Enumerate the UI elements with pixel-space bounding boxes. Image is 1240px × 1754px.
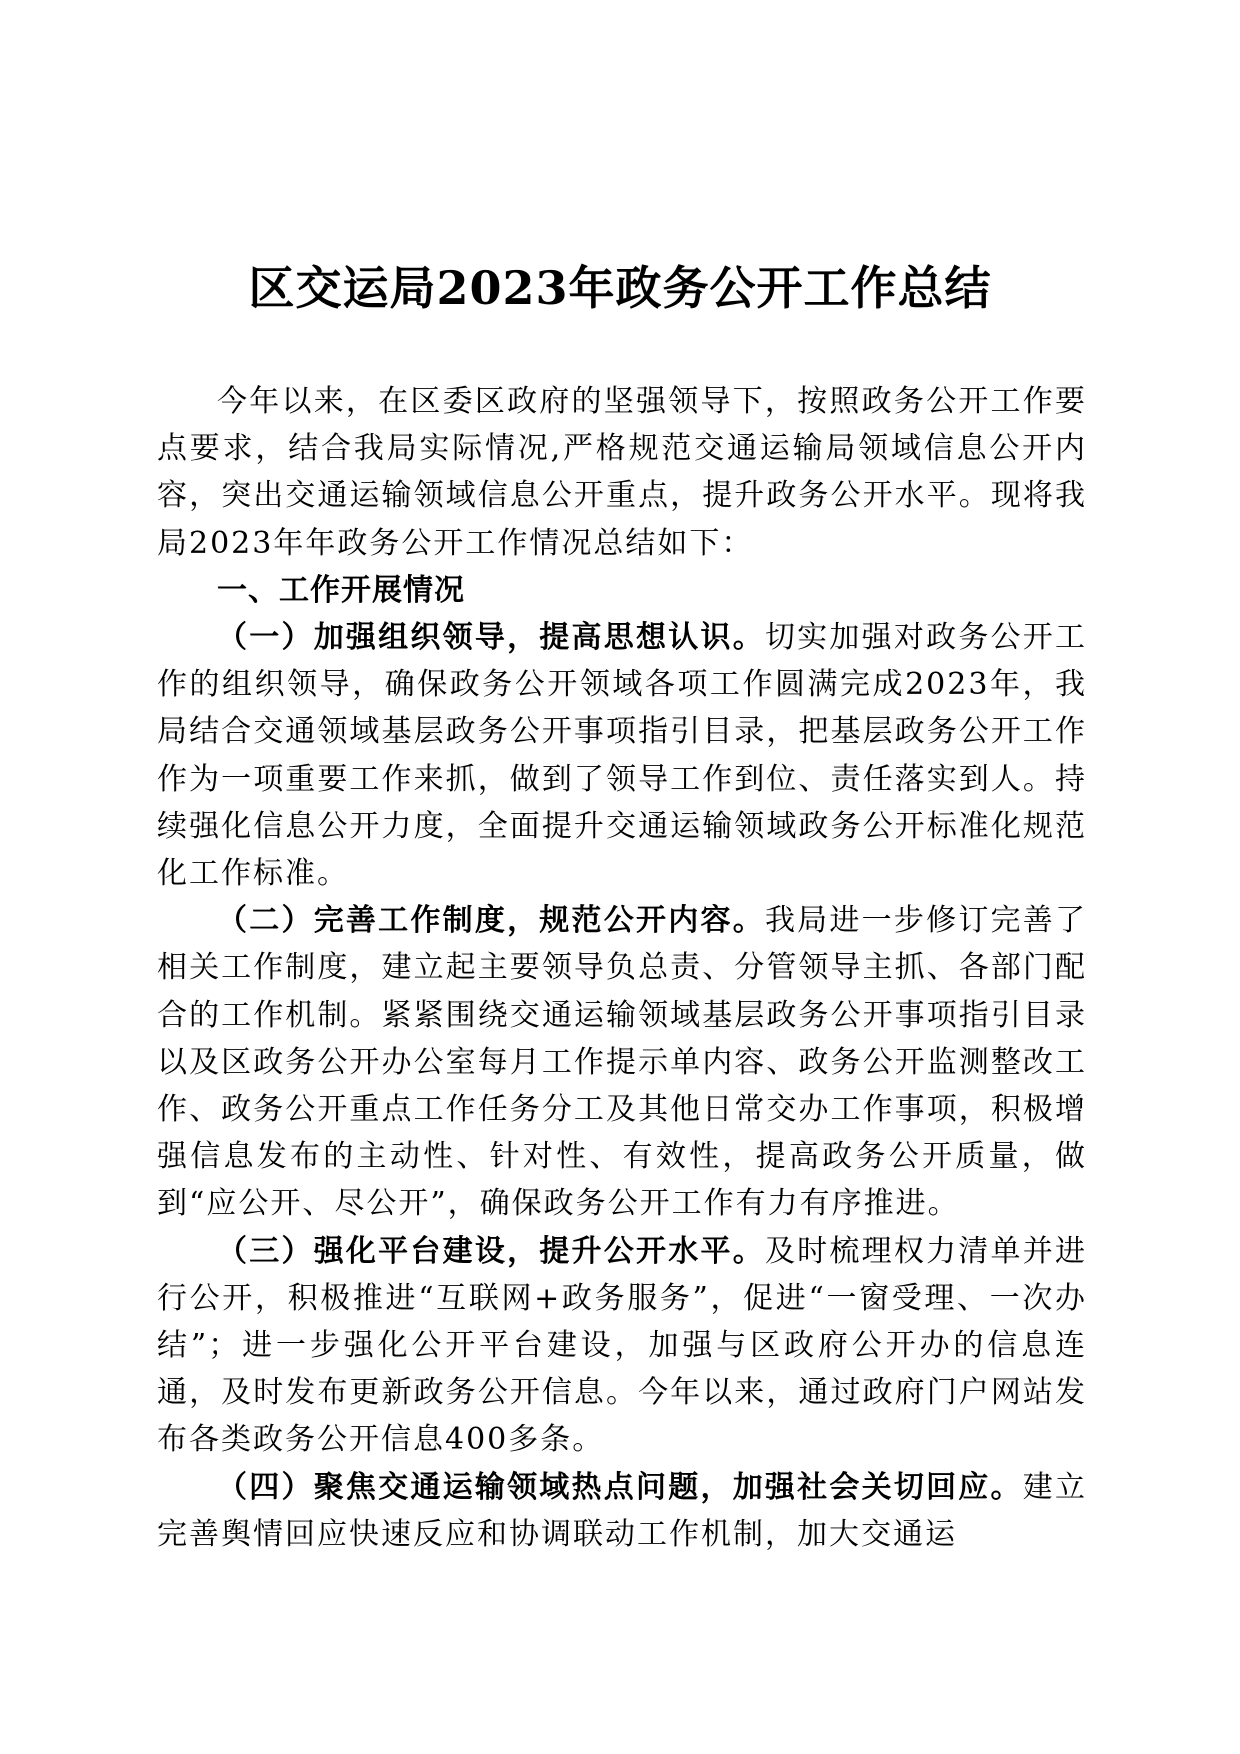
- item-paragraph-2: [157, 897, 1087, 1227]
- intro-paragraph: 今年以来，在区委区政府的坚强领导下，按照政务公开工作要点要求，结合我局实际情况,严格规范交通运输局领域信息公开内容，突出交通运输领域信息公开重点，提升政务公开水平。现将我局2023年年政务公开工作情况总结如下：: [157, 384, 1087, 561]
- item-paragraph-1: [157, 614, 1087, 897]
- item-heading-4: （四）聚焦交通运输领域热点问题，加强社会关切回应。: [217, 1469, 1023, 1505]
- item-text-1: 切实加强对政务公开工作的组织领导，确保政务公开领域各项工作圆满完成2023年，我局结合交通领域基层政务公开事项指引目录，把基层政务公开工作作为一项重要工作来抓，做到了领导工作到位、责任落实到人。持续强化信息公开力度，全面提升交通运输领域政务公开标准化规范化工作标准。: [157, 620, 1088, 892]
- section-heading: 一、工作开展情况: [217, 572, 465, 608]
- item-paragraph-3: [157, 1228, 1087, 1464]
- document-title: 区交运局2023年政务公开工作总结: [248, 261, 992, 315]
- document-body: [157, 378, 1087, 1558]
- item-text-4: 建立完善舆情回应快速反应和协调联动工作机制，加大交通运: [157, 1469, 1088, 1552]
- item-heading-1: （一）加强组织领导，提高思想认识。: [217, 620, 765, 656]
- item-text-3: 及时梳理权力清单并进行公开，积极推进“互联网+政务服务”，促进“一窗受理、一次办结”；进一步强化公开平台建设，加强与区政府公开办的信息连通，及时发布更新政务公开信息。今年以来，通过政府门户网站发布各类政务公开信息400多条。: [157, 1233, 1088, 1458]
- item-heading-3: （三）强化平台建设，提升公开水平。: [217, 1233, 765, 1269]
- item-heading-2: （二）完善工作制度，规范公开内容。: [217, 903, 765, 939]
- item-paragraph-4: [157, 1464, 1087, 1558]
- item-text-2: 我局进一步修订完善了相关工作制度，建立起主要领导负总责、分管领导主抓、各部门配合的工作机制。紧紧围绕交通运输领域基层政务公开事项指引目录以及区政务公开办公室每月工作提示单内容、政务公开监测整改工作、政务公开重点工作任务分工及其他日常交办工作事项，积极增强信息发布的主动性、针对性、有效性，提高政务公开质量，做到“应公开、尽公开”，确保政务公开工作有力有序推进。: [157, 903, 1088, 1222]
